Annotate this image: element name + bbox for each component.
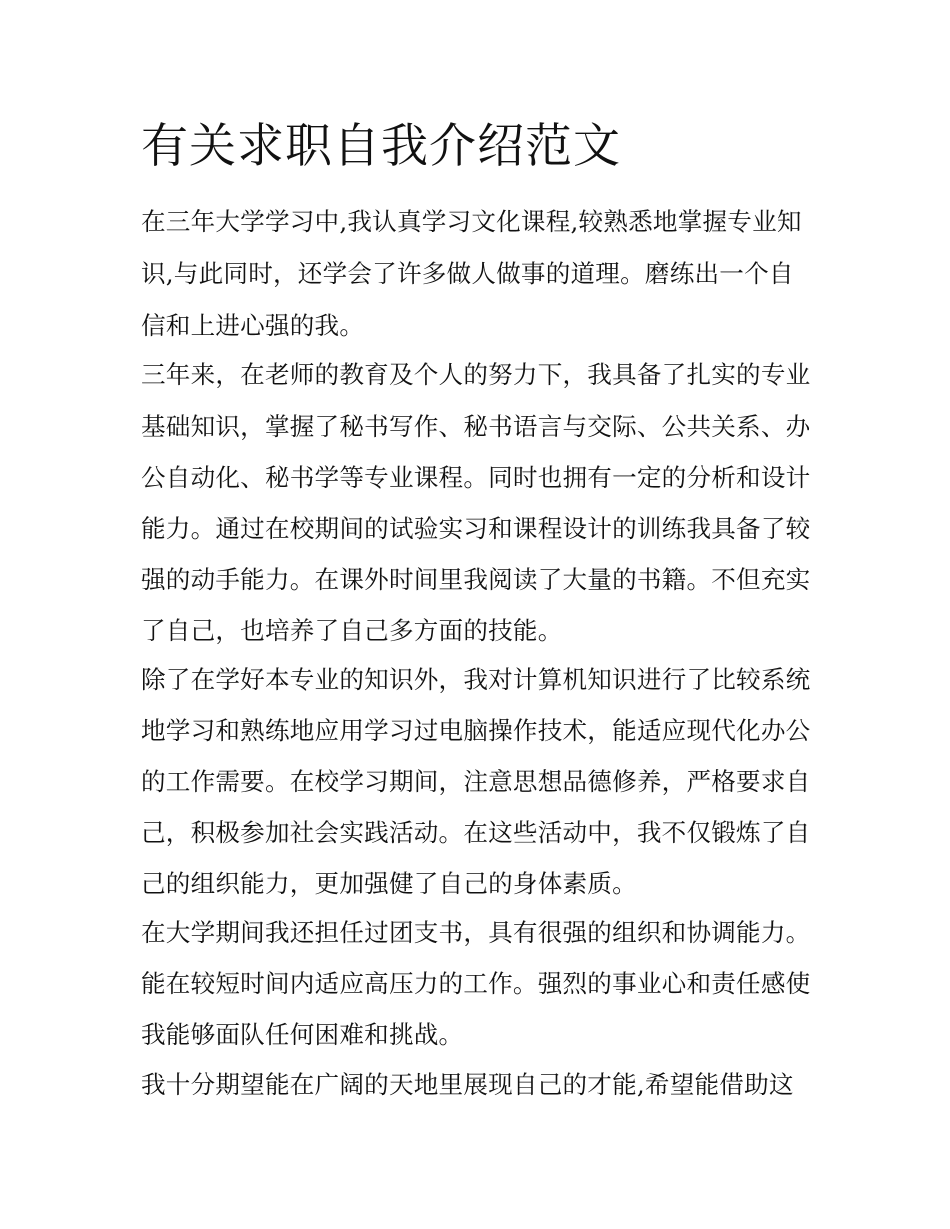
text-line: 的工作需要。在校学习期间，注意思想品德修养，严格要求自 bbox=[141, 767, 811, 796]
text-line: 信和上进心强的我。 bbox=[141, 311, 365, 340]
text-line: 我能够面队任何困难和挑战。 bbox=[141, 1020, 464, 1049]
text-line: 识,与此同时，还学会了许多做人做事的道理。磨练出一个自 bbox=[141, 259, 794, 288]
text-line: 能力。通过在校期间的试验实习和课程设计的训练我具备了较 bbox=[141, 514, 811, 543]
text-line: 除了在学好本专业的知识外，我对计算机知识进行了比较系统 bbox=[141, 665, 811, 694]
document-title: 有关求职自我介绍范文 bbox=[141, 119, 621, 174]
text-line: 能在较短时间内适应高压力的工作。强烈的事业心和责任感使 bbox=[141, 969, 811, 998]
text-line: 我十分期望能在广阔的天地里展现自己的才能,希望能借助这 bbox=[141, 1070, 794, 1099]
text-line: 强的动手能力。在课外时间里我阅读了大量的书籍。不但充实 bbox=[141, 565, 811, 594]
text-line: 己，积极参加社会实践活动。在这些活动中，我不仅锻炼了自 bbox=[141, 818, 811, 847]
text-line: 基础知识，掌握了秘书写作、秘书语言与交际、公共关系、办 bbox=[141, 412, 811, 441]
text-line: 三年来，在老师的教育及个人的努力下，我具备了扎实的专业 bbox=[141, 360, 811, 389]
text-line: 公自动化、秘书学等专业课程。同时也拥有一定的分析和设计 bbox=[141, 463, 811, 492]
text-line: 在大学期间我还担任过团支书，具有很强的组织和协调能力。 bbox=[141, 918, 811, 947]
text-line: 在三年大学学习中,我认真学习文化课程,较熟悉地掌握专业知 bbox=[141, 207, 802, 236]
text-line: 了自己，也培养了自己多方面的技能。 bbox=[141, 616, 563, 645]
text-line: 己的组织能力，更加强健了自己的身体素质。 bbox=[141, 869, 637, 898]
text-line: 地学习和熟练地应用学习过电脑操作技术，能适应现代化办公 bbox=[141, 716, 811, 745]
